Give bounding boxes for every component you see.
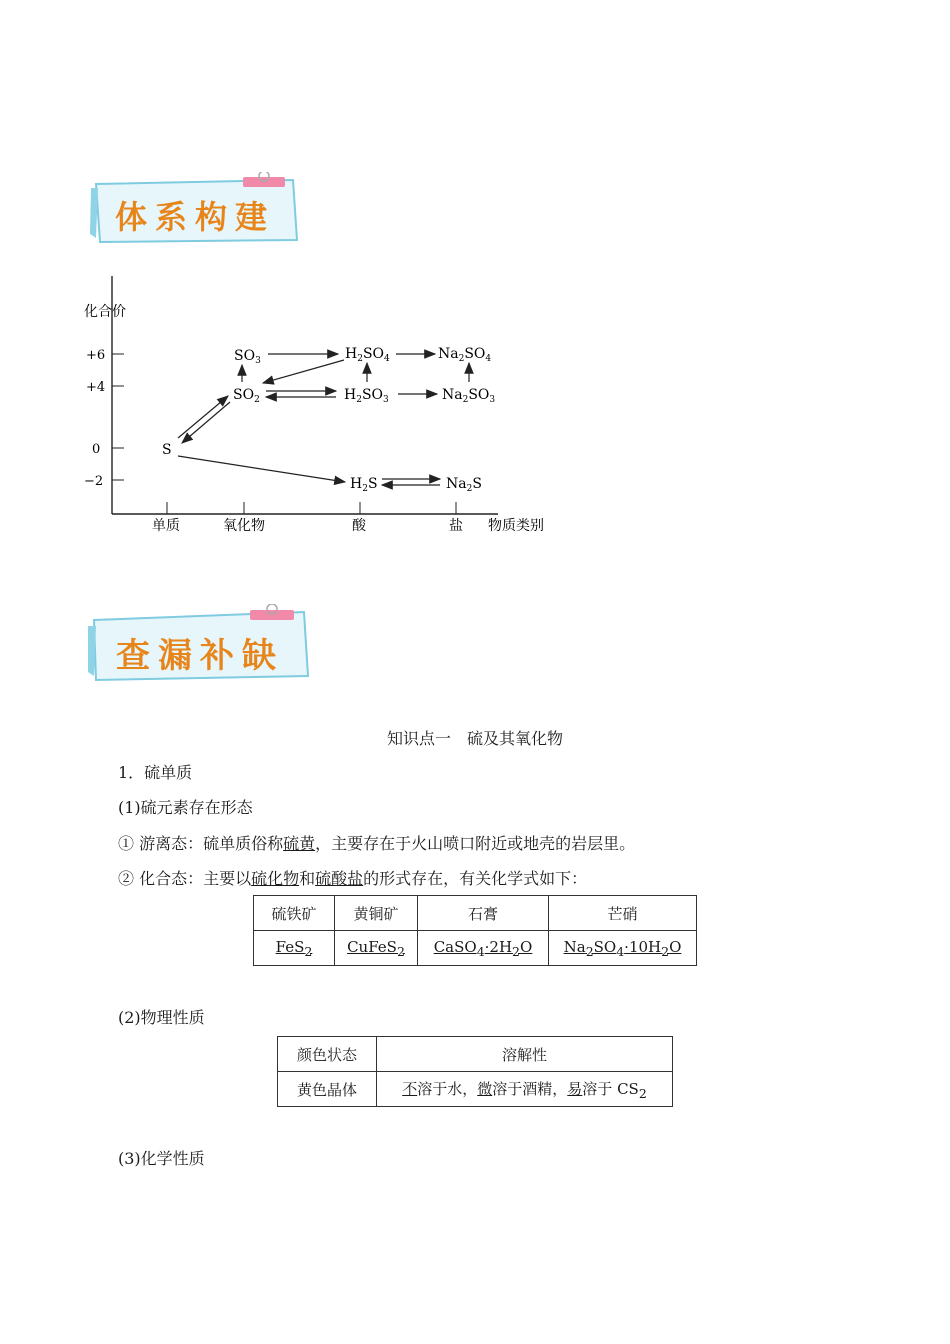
table-row <box>254 931 697 966</box>
arrow-so2-s <box>182 402 230 443</box>
x-tick-oxide: 氧化物 <box>223 518 265 534</box>
paragraph-free-state: ① 游离态：硫单质俗称硫黄，主要存在于火山喷口附近或地壳的岩层里。 <box>118 834 636 853</box>
color-state-value: 黄色晶体 <box>278 1072 377 1107</box>
formula-cufes2: CuFeS$_2$ <box>335 931 418 966</box>
minerals-table <box>253 895 697 966</box>
x-tick-salt: 盐 <box>449 518 463 534</box>
species-na2s: $Na_2S$ <box>446 476 482 494</box>
x-tick-element: 单质 <box>152 518 180 534</box>
banner-system-label: 体系构建 <box>114 198 275 236</box>
paragraph-physical: (2)物理性质 <box>118 1008 205 1027</box>
species-so2: $SO_2$ <box>233 387 260 405</box>
paragraph-combined-state: ② 化合态：主要以硫化物和硫酸盐的形式存在，有关化学式如下： <box>118 869 588 888</box>
table-row <box>278 1037 673 1072</box>
species-h2so3: $H_2SO_3$ <box>344 387 389 405</box>
species-h2so4: $H_2SO_4$ <box>345 346 390 364</box>
arrow-h2so4-so2 <box>263 360 344 383</box>
y-tick-plus4: +4 <box>86 380 106 395</box>
species-na2so3: $Na_2SO_3$ <box>442 387 496 405</box>
y-tick-plus6: +6 <box>86 348 106 363</box>
physical-table <box>277 1036 673 1107</box>
table-header: 芒硝 <box>549 896 697 931</box>
formula-fes2: FeS$_2$ <box>254 931 335 966</box>
formula-gypsum: $CaSO_4\cdot 2H_2O$ <box>418 931 549 966</box>
valence-diagram <box>80 270 550 540</box>
species-so3: $SO_3$ <box>234 348 261 366</box>
banner-gap-label: 查漏补缺 <box>116 635 284 676</box>
table-header: 黄铜矿 <box>335 896 418 931</box>
table-header: 溶解性 <box>377 1037 673 1072</box>
y-axis-label: 化合价 <box>84 304 126 320</box>
paragraph-sulfur: 1．硫单质 <box>118 763 193 782</box>
y-tick-zero: 0 <box>92 442 101 457</box>
y-tick-minus2: −2 <box>84 474 104 489</box>
paragraph-chemical: (3)化学性质 <box>118 1149 205 1168</box>
species-h2s: $H_2S$ <box>350 476 378 494</box>
section-title: 知识点一 硫及其氧化物 <box>386 729 563 748</box>
arrow-s-so2 <box>178 396 228 438</box>
species-s: S <box>162 442 172 458</box>
formula-glauber-salt: $Na_2SO_4\cdot 10H_2O$ <box>549 931 697 966</box>
table-row <box>278 1072 673 1107</box>
x-axis-label: 物质类别 <box>488 518 544 534</box>
table-header: 石膏 <box>418 896 549 931</box>
solubility-value: 不溶于水，微溶于酒精，易溶于 $CS_2$ <box>377 1072 673 1107</box>
banner-system <box>88 172 302 246</box>
banner-gap <box>86 604 314 684</box>
arrow-s-h2s <box>178 456 345 482</box>
x-tick-acid: 酸 <box>352 518 366 534</box>
table-header: 颜色状态 <box>278 1037 377 1072</box>
paragraph-forms: (1)硫元素存在形态 <box>118 798 253 817</box>
table-header: 硫铁矿 <box>254 896 335 931</box>
table-row <box>254 896 697 931</box>
species-na2so4: $Na_2SO_4$ <box>438 346 492 364</box>
